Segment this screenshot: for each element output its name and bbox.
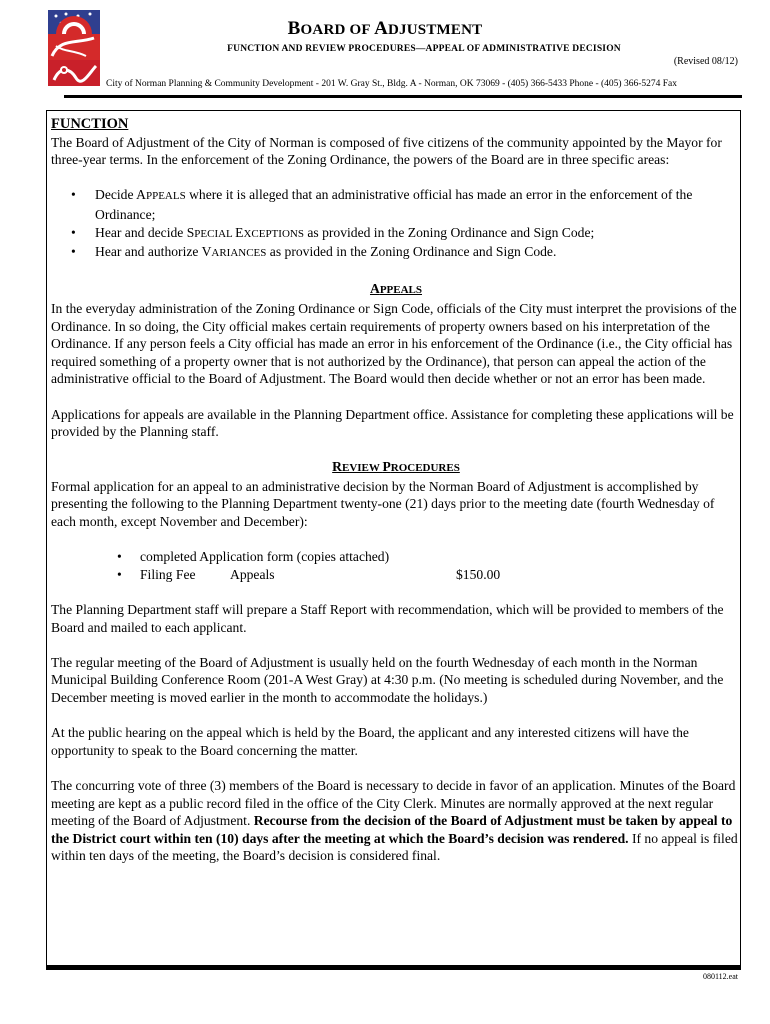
meeting-paragraph: The regular meeting of the Board of Adjustment is usually held on the fourth Wednesday of each month in the Norman Municipal Building Conference Room (201-A West Gray) at 4:30 p.m. (No meeting is scheduled during November, and the December meeting is moved earlier in the month to accommodate the holidays.): [51, 654, 724, 705]
recourse-notice: Recourse from the decision of the Board of Adjustment must be taken by appeal to the District court within ten (10) days after the meeting at which the Board’s decision was rendered.: [51, 813, 733, 846]
department-address: City of Norman Planning & Community Development - 201 W. Gray St., Bldg. A - Norman, OK 73069 - (405) 366-5433 Phone - (405) 366-5274 Fax: [106, 79, 678, 89]
list-item: • Decide APPEALS where it is alleged that an administrative official has made an error in the enforcement of the Ordinance;: [51, 186, 741, 223]
list-item: • completed Application form (copies attached): [51, 548, 741, 566]
header-rule: [64, 95, 742, 98]
function-heading: FUNCTION: [51, 116, 129, 132]
list-item: • Hear and authorize VARIANCES as provided in the Zoning Ordinance and Sign Code.: [51, 243, 741, 263]
review-intro: Formal application for an appeal to an administrative decision by the Norman Board of Adjustment is accomplished by presenting the following to the Planning Department twenty-one (21) days prior to the meeting date (fourth Wednesday of each month, except November and December):: [51, 478, 715, 530]
staff-report-paragraph: The Planning Department staff will prepare a Staff Report with recommendation, which will be provided to members of the Board and mailed to each applicant.: [51, 602, 724, 635]
filing-fee-row: [51, 566, 741, 584]
requirements-list: [51, 548, 741, 583]
vote-paragraph: The concurring vote of three (3) members of the Board is necessary to decide in favor of an application. Minutes of the Board meeting are kept as a public record filed in the office of the City Clerk. Minutes are normally approved at the next regular meeting of the Board of Adjustment. Recourse from the decision of the Board of Adjustment must be taken by appeal to the District court within ten (10) days after the meeting at which the Board’s decision was rendered. If no appeal is filed within ten days of the meeting, the Board’s decision is considered final.: [51, 777, 738, 864]
function-intro: The Board of Adjustment of the City of Norman is composed of five citizens of the community appointed by the Mayor for three-year terms. In the enforcement of the Zoning Ordinance, the powers of the Board are in three specific areas:: [51, 134, 722, 168]
review-procedures-heading: REVIEW PROCEDURES: [332, 459, 460, 475]
powers-list: [51, 186, 741, 262]
footer-rule: [46, 965, 741, 970]
fee-type: Appeals: [230, 566, 275, 582]
fee-label: Filing Fee: [140, 566, 196, 582]
appeals-paragraph: In the everyday administration of the Zoning Ordinance or Sign Code, officials of the City must interpret the provisions of the Ordinance. In so doing, the City official makes certain requirements of property owners based on his interpretation of the Ordinance. If any person feels a City official has made an error in his enforcement of the Ordinance (i.e., the City official has required something of a property owner that is not authorized by the Ordinance), that person can appeal the action of the administrative official to the Board of Adjustment. The Board would then decide whether or not an error has been made.: [51, 300, 737, 387]
document-subtitle: FUNCTION AND REVIEW PROCEDURES—APPEAL OF ADMINISTRATIVE DECISION: [227, 44, 621, 54]
document-title: BOARD OF ADJUSTMENT: [287, 18, 483, 39]
footer-code: 080112.eat: [702, 972, 738, 981]
fee-amount: $150.00: [456, 566, 501, 582]
appeals-heading: APPEALS: [369, 281, 422, 297]
list-item: • Hear and decide SPECIAL EXCEPTIONS as provided in the Zoning Ordinance and Sign Code;: [51, 224, 741, 244]
revised-date: (Revised 08/12): [673, 56, 738, 67]
document-body: [51, 116, 741, 883]
hearing-paragraph: At the public hearing on the appeal which is held by the Board, the applicant and any interested citizens will have the opportunity to speak to the Board concerning the matter.: [51, 725, 689, 758]
applications-paragraph: Applications for appeals are available in the Planning Department office. Assistance for completing these applications will be provided by the Planning staff.: [51, 406, 734, 440]
